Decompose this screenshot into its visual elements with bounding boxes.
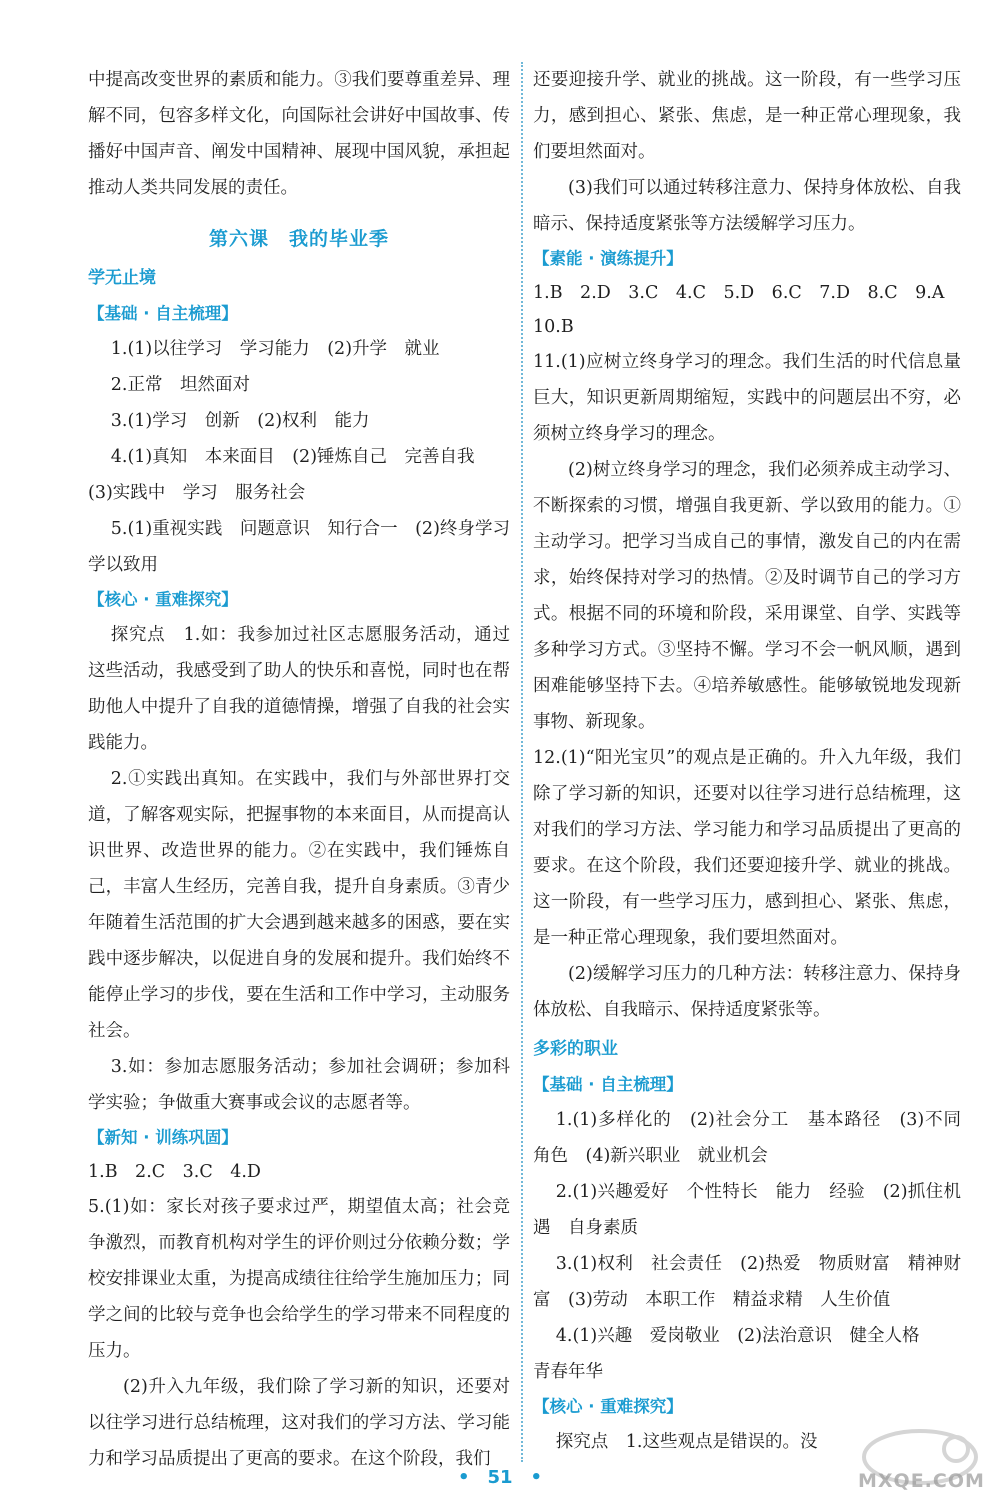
answer-line: 3.(1)学习 创新 (2)权利 能力 [110,411,370,431]
answer-line: 1.(1)多样化的 (2)社会分工 基本路径 (3)不同角色 (4)新兴职业 就业机会 [533,1110,961,1166]
section-title-careers: 多彩的职业 [533,1039,618,1059]
answer-paragraph: 12.(1)“阳光宝贝”的观点是正确的。升入九年级，我们除了学习新的知识，还要对以往学习进行总结梳理，这对我们的学习方法、学习能力和学习品质提出了更高的要求。在这个阶段，我们还要迎接升学、就业的挑战。这一阶段，有一些学习压力，感到担心、紧张、焦虑，是一种正常心理现象，我们要坦然面对。 [533,748,961,948]
choice-answers: 10.B [533,317,574,337]
answer-paragraph: 5.(1)如：家长对孩子要求过严，期望值太高；社会竞争激烈，而教育机构对学生的评价则过分依赖分数；学校安排课业太重，为提高成绩往往给学生施加压力；同学之间的比较与竞争也会给学生的学习带来不同程度的压力。 [88,1197,510,1361]
section-title-learning: 学无止境 [88,268,156,288]
page-number: • 51 • [457,1467,543,1488]
subsection-jichu: 【基础 · 自主梳理】 [88,304,238,323]
answer-line: (3)实践中 学习 服务社会 [88,483,306,503]
answer-paragraph: (2)升入九年级，我们除了学习新的知识，还要对以往学习进行总结梳理，这对我们的学习方法、学习能力和学习品质提出了更高的要求。在这个阶段，我们 [88,1377,510,1469]
answer-line: 3.(1)权利 社会责任 (2)热爱 物质财富 精神财富 (3)劳动 本职工作 精益求精 人生价值 [533,1254,961,1310]
left-column [88,62,528,1477]
subsection-xinzhi: 【新知 · 训练巩固】 [88,1128,238,1147]
subsection-hexin: 【核心 · 重难探究】 [88,590,238,609]
column-divider [521,62,523,1462]
subsection-jichu: 【基础 · 自主梳理】 [533,1075,683,1094]
answer-paragraph: (3)我们可以通过转移注意力、保持身体放松、自我暗示、保持适度紧张等方法缓解学习压力。 [533,178,961,234]
answer-line: 4.(1)兴趣 爱岗敬业 (2)法治意识 健全人格 [555,1326,920,1346]
answer-paragraph: (2)树立终身学习的理念，我们必须养成主动学习、不断探索的习惯，增强自我更新、学以致用的能力。①主动学习。把学习当成自己的事情，激发自己的内在需求，始终保持对学习的热情。②及时调节自己的学习方式。根据不同的环境和阶段，采用课堂、自学、实践等多种学习方式。③坚持不懈。学习不会一帆风顺，遇到困难能够坚持下去。④培养敏感性。能够敏锐地发现新事物、新现象。 [533,460,961,732]
right-column [533,62,961,1460]
chapter-title: 第六课 我的毕业季 [208,228,389,250]
subsection-hexin: 【核心 · 重难探究】 [533,1397,683,1416]
answer-paragraph: (2)缓解学习压力的几种方法：转移注意力、保持身体放松、自我暗示、保持适度紧张等。 [533,964,961,1020]
answer-line: 2.正常 坦然面对 [110,375,250,395]
answer-paragraph: 3.如：参加志愿服务活动；参加社会调研；参加科学实验；争做重大赛事或会议的志愿者等。 [88,1057,510,1113]
answer-line: 5.(1)重视实践 问题意识 知行合一 (2)终身学习 学以致用 [88,519,528,575]
intro-paragraph: 中提高改变世界的素质和能力。③我们要尊重差异、理解不同，包容多样文化，向国际社会讲好中国故事、传播好中国声音、阐发中国精神、展现中国风貌，承担起推动人类共同发展的责任。 [88,70,510,198]
answer-paragraph: 探究点 1.这些观点是错误的。没 [555,1432,818,1452]
choice-answers: 1.B 2.C 3.C 4.D [88,1162,261,1182]
answer-line: 4.(1)真知 本来面目 (2)锤炼自己 完善自我 [110,447,475,467]
answer-paragraph: 还要迎接升学、就业的挑战。这一阶段，有一些学习压力，感到担心、紧张、焦虑，是一种正常心理现象，我们要坦然面对。 [533,70,961,162]
choice-answers: 1.B 2.D 3.C 4.C 5.D 6.C 7.D 8.C 9.A [533,283,945,303]
answer-paragraph: 探究点 1.如：我参加过社区志愿服务活动，通过这些活动，我感受到了助人的快乐和喜悦，同时也在帮助他人中提升了自我的道德情操，增强了自我的社会实践能力。 [88,625,510,753]
answer-paragraph: 11.(1)应树立终身学习的理念。我们生活的时代信息量巨大，知识更新周期缩短，实践中的问题层出不穷，必须树立终身学习的理念。 [533,352,961,444]
answer-line: 1.(1)以往学习 学习能力 (2)升学 就业 [110,339,440,359]
answer-paragraph: 2.①实践出真知。在实践中，我们与外部世界打交道，了解客观实际，把握事物的本来面目，从而提高认识世界、改造世界的能力。②在实践中，我们锤炼自己，丰富人生经历，完善自我，提升自身素质。③青少年随着生活范围的扩大会遇到越来越多的困惑，要在实践中逐步解决，以促进自身的发展和提升。我们始终不能停止学习的步伐，要在生活和工作中学习，主动服务社会。 [88,769,510,1041]
watermark-text: MXQE.COM [858,1470,985,1492]
answer-line: 2.(1)兴趣爱好 个性特长 能力 经验 (2)抓住机遇 自身素质 [533,1182,961,1238]
subsection-suneng: 【素能 · 演练提升】 [533,249,683,268]
answer-line: 青春年华 [533,1362,603,1382]
